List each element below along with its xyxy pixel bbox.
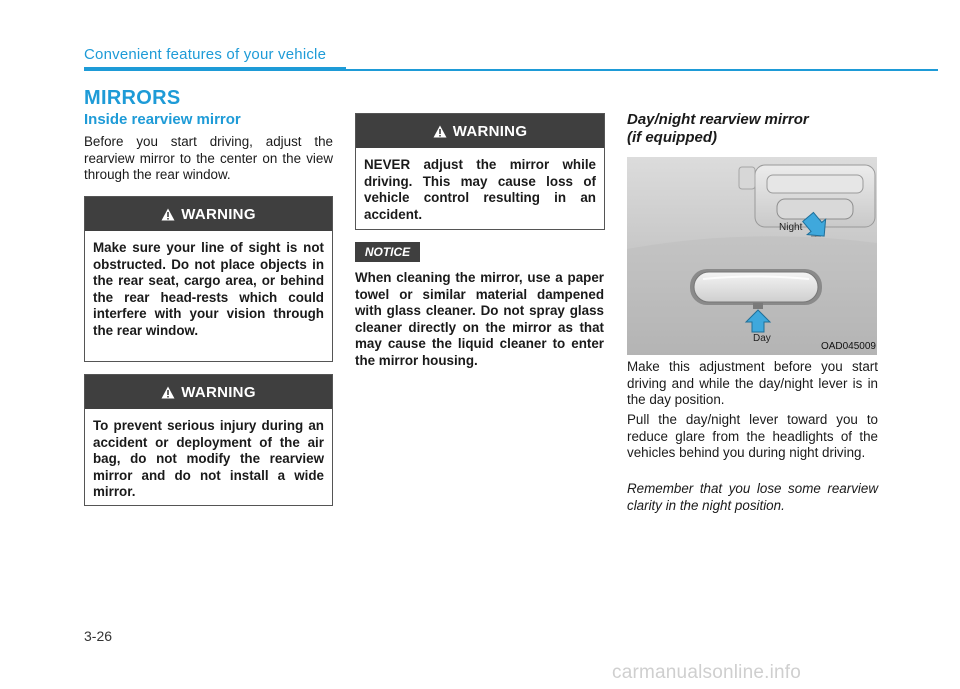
header-rule-thin: [346, 69, 938, 71]
warning-box-airbag: [84, 374, 333, 506]
header-rule-thick: [84, 67, 346, 71]
warning-label: WARNING: [452, 122, 528, 140]
notice-text: When cleaning the mirror, use a paper towel or similar material dampened with glass cleaner. Do not spray glass cleaner directly on the mirror as that may cause the liquid cleaner to enter the mirror housing.: [355, 270, 604, 368]
warning-label: WARNING: [181, 205, 256, 223]
daynight-mirror-figure: [627, 157, 877, 355]
warning-box-driving: [355, 113, 605, 230]
daynight-title-line1: Day/night rearview mirror: [627, 111, 809, 128]
daynight-title: [627, 111, 877, 147]
watermark: carmanualsonline.info: [612, 662, 802, 683]
intro-paragraph: Before you start driving, adjust the rearview mirror to the center on the view through the rear window.: [84, 134, 333, 182]
warning-triangle-icon: [161, 386, 175, 399]
warning-triangle-icon: [433, 125, 447, 138]
day-label: Day: [753, 333, 771, 344]
warning-text: To prevent serious injury during an accident or deployment of the air bag, do not modify the rearview mirror and do not install a wide mirror.: [93, 418, 324, 499]
warning-header: [85, 197, 332, 231]
warning-text: Make sure your line of sight is not obstructed. Do not place objects in the rear seat, cargo area, or behind the rear head-rests which could interfere with your vision through the rear window.: [93, 240, 324, 338]
warning-header: [85, 375, 332, 409]
warning-header: [356, 114, 604, 148]
warning-box-sight: [84, 196, 333, 362]
section-title: MIRRORS: [84, 87, 181, 109]
page-number: 3-26: [84, 628, 113, 644]
night-label: Night: [779, 222, 803, 233]
figure-code: OAD045009: [820, 341, 876, 352]
warning-text: NEVER adjust the mirror while driving. This may cause loss of vehicle control resulting in an accident.: [364, 157, 596, 222]
daynight-paragraph-3: Remember that you lose some rearview clarity in the night position.: [627, 481, 878, 513]
daynight-title-line2: (if equipped): [627, 129, 717, 146]
notice-badge: NOTICE: [355, 242, 420, 262]
daynight-paragraph-2: Pull the day/night lever toward you to reduce glare from the headlights of the vehicles behind you during night driving.: [627, 412, 878, 460]
daynight-paragraph-1: Make this adjustment before you start driving and while the day/night lever is in the day position.: [627, 359, 878, 407]
subsection-title: Inside rearview mirror: [84, 111, 241, 128]
warning-triangle-icon: [161, 208, 175, 221]
running-header: Convenient features of your vehicle: [84, 46, 327, 63]
rearview-mirror-illustration: [627, 157, 877, 355]
warning-label: WARNING: [181, 383, 256, 401]
